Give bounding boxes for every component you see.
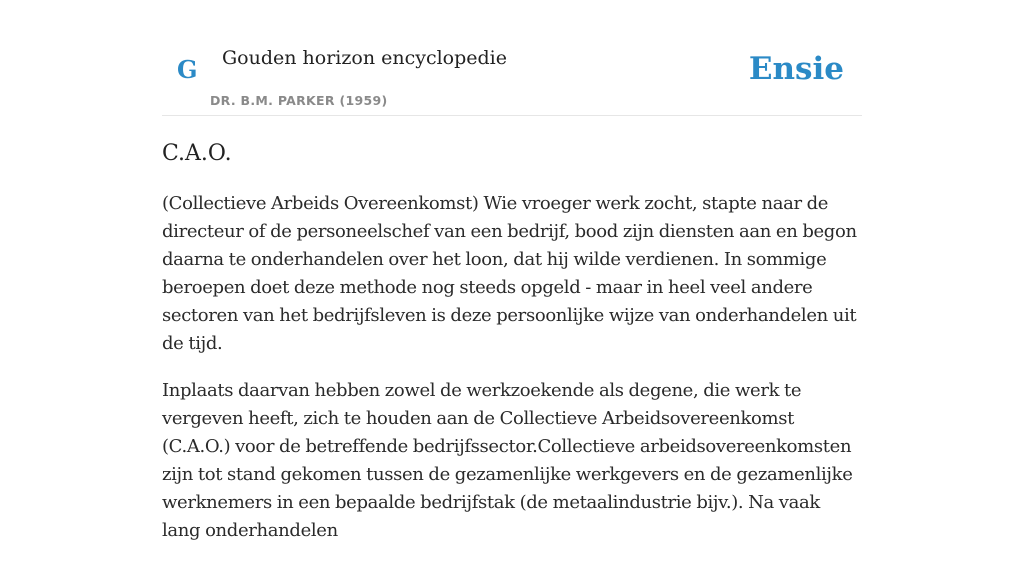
source-logo[interactable]: G (177, 55, 198, 84)
source-title-link[interactable]: Gouden horizon encyclopedie (222, 47, 507, 69)
source-author: DR. B.M. PARKER (1959) (210, 93, 388, 108)
entry-paragraph-1: (Collectieve Arbeids Overeenkomst) Wie vroeger werk zocht, stapte naar de directeur of de personeelschef van een bedrijf, bood zijn diensten aan en begon daarna te onderhandelen over het loon, dat hij wilde verdienen. In sommige beroepen doet deze methode nog steeds opgeld - maar in heel veel andere sectoren van het bedrijfsleven is deze persoonlijke wijze van onderhandelen uit de tijd. (162, 193, 857, 354)
entry-title: C.A.O. (162, 141, 232, 166)
entry-paragraph-2: Inplaats daarvan hebben zowel de werkzoekende als degene, die werk te vergeven heeft, zich te houden aan de Collectieve Arbeidsovereenkomst (C.A.O.) voor de betreffende bedrijfssector.Collectieve arbeidsovereenkomsten zijn tot stand gekomen tussen de gezamenlijke werkgevers en de gezamenlijke werknemers in een bepaalde bedrijfstak (de metaalindustrie bijv.). Na vaak lang onderhandelen (162, 380, 853, 541)
entry-content (162, 138, 862, 564)
brand-logo[interactable]: Ensie (748, 51, 844, 87)
source-header (162, 0, 862, 116)
